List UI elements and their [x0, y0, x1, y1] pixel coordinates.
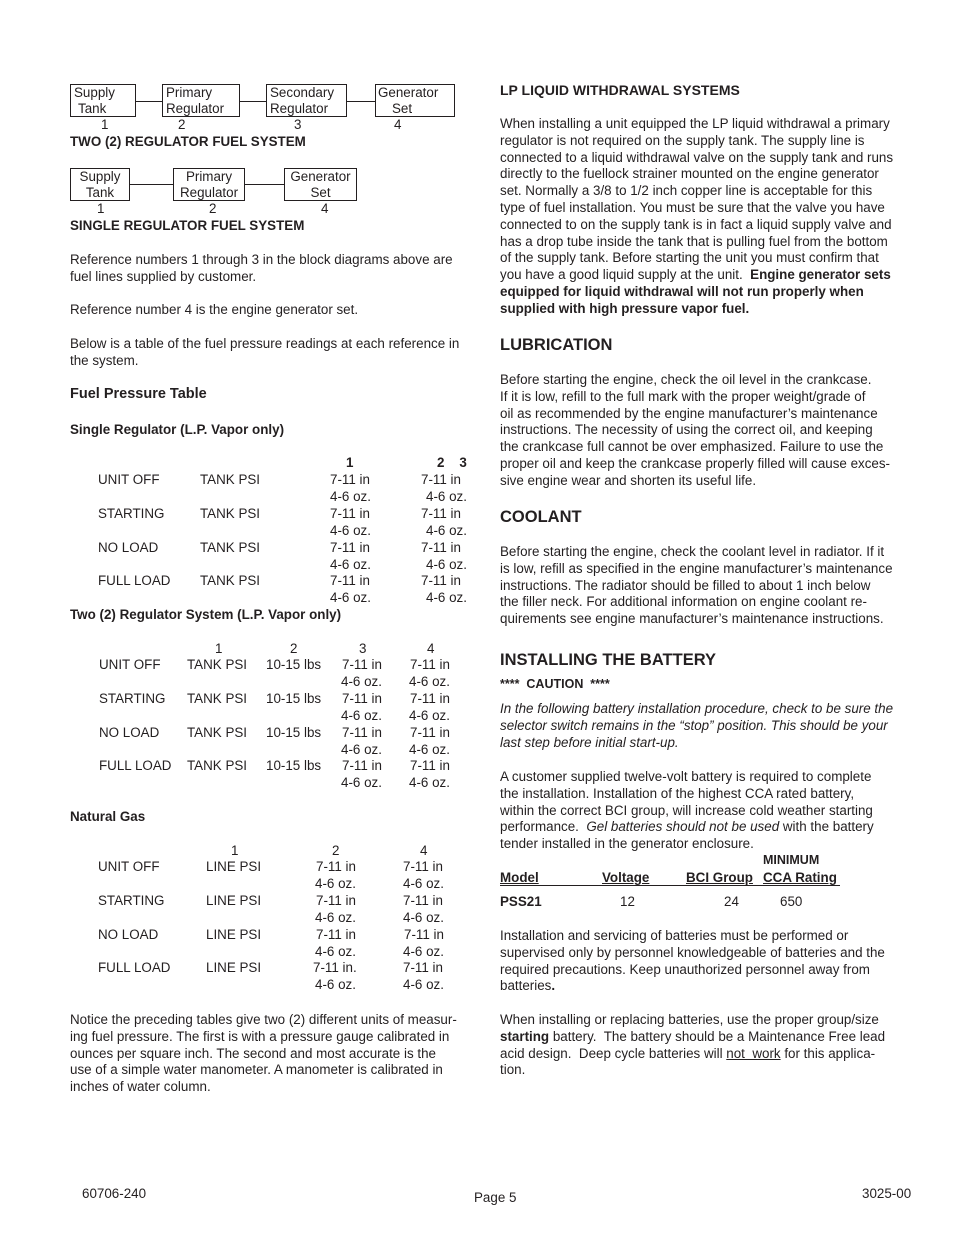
box-label: Regulator: [166, 101, 225, 116]
cell: 4-6 oz.: [315, 910, 356, 925]
box-label: Tank: [85, 185, 115, 200]
cell: 7-11 in: [410, 725, 450, 740]
cell: 4-6 oz.: [330, 489, 371, 504]
cell: 4-6 oz.: [315, 944, 356, 959]
warning-text: equipped for liquid withdrawal will not run properly when: [500, 283, 864, 299]
row-source: LINE PSI: [206, 927, 262, 942]
text-line: connected to a liquid withdrawal valve on the supply tank and runs: [500, 149, 894, 165]
row-label: STARTING: [98, 506, 165, 521]
gel-warning: Gel batteries should not be used: [586, 819, 780, 835]
cell: 7-11 in: [330, 573, 370, 588]
cell: 7-11 in: [330, 540, 370, 555]
box-label: Primary: [185, 169, 233, 184]
text-line: instructions. The radiator should be filled to about 1 inch below: [500, 577, 871, 593]
diagram-caption: SINGLE REGULATOR FUEL SYSTEM: [70, 218, 305, 233]
cell: 7-11 in: [342, 758, 382, 773]
text-line: set. Normally a 3/8 to 1/2 inch copper line is acceptable for this: [500, 183, 873, 199]
col-header: 4: [427, 641, 435, 656]
cell: 7-11 in: [404, 927, 444, 942]
cell: 7-11 in: [410, 657, 450, 672]
header-minimum: MINIMUM: [763, 853, 820, 867]
text-line: Reference numbers 1 through 3 in the block diagrams above are: [70, 252, 453, 267]
col-header: 1: [215, 641, 223, 656]
text-line: oil as recommended by the engine manufacturer’s maintenance: [500, 405, 878, 421]
box-label: Tank: [78, 101, 107, 116]
header-cca-rating: CCA Rating: [763, 870, 837, 885]
box-label: Primary: [166, 85, 213, 100]
coolant-title: COOLANT: [500, 508, 582, 526]
box-label: Generator: [378, 85, 439, 100]
text-line: If it is low, refill to the full mark with the proper weight/grade of: [500, 388, 866, 404]
box-label: Set: [392, 101, 413, 116]
col-header: 2: [332, 843, 340, 858]
text-line: [500, 267, 893, 284]
box-label: Supply: [74, 85, 115, 100]
footer-doc-code: 3025-00: [862, 1186, 912, 1201]
text-line: [500, 1029, 885, 1046]
row-source: TANK PSI: [187, 691, 248, 706]
cell: 4-6 oz.: [341, 708, 382, 723]
ref-number: 2: [209, 201, 217, 216]
box-label: Supply: [79, 169, 121, 184]
row-label: UNIT OFF: [99, 657, 161, 672]
text-line: tender installed in the generator enclosure.: [500, 836, 754, 852]
box-label: Secondary: [270, 85, 335, 100]
text-line: When installing a unit equipped the LP liquid withdrawal a primary: [500, 116, 890, 131]
row-source: TANK PSI: [187, 758, 248, 773]
two-regulator-title: Two (2) Regulator System (L.P. Vapor only): [70, 607, 342, 622]
lp-liquid-paragraph: [500, 116, 893, 318]
text-line: directly to the fuellock strainer mounted on the engine generator: [500, 166, 879, 182]
row-label: NO LOAD: [98, 927, 159, 942]
servicing-paragraph: [500, 928, 885, 995]
text-line: A customer supplied twelve-volt battery is required to complete: [500, 769, 872, 784]
text-line: When installing or replacing batteries, use the proper group/size: [500, 1012, 879, 1027]
cell-voltage: 12: [620, 894, 635, 909]
text-line: ounces per square inch. The second and most accurate is the: [70, 1045, 436, 1061]
cell: 4-6 oz.: [315, 977, 356, 992]
col-header: 2 3: [437, 455, 467, 470]
row-source: LINE PSI: [206, 960, 262, 975]
col-header: 1: [346, 455, 354, 470]
col-header: 4: [420, 843, 428, 858]
cell: 7-11 in: [342, 657, 382, 672]
row-source: LINE PSI: [206, 859, 262, 874]
row-label: FULL LOAD: [98, 960, 171, 975]
fuel-line: [130, 184, 173, 185]
cell: 7-11 in: [403, 893, 443, 908]
fuel-line: [240, 101, 266, 102]
row-label: STARTING: [99, 691, 166, 706]
reference-4-paragraph: Reference number 4 is the engine generator set.: [70, 302, 359, 317]
cell: 4-6 oz.: [426, 557, 467, 572]
text-line: sive engine wear and shorten its useful life.: [500, 472, 757, 488]
ref-number: 1: [97, 201, 105, 216]
row-label: STARTING: [98, 893, 165, 908]
cell: 7-11 in: [403, 960, 443, 975]
fuel-line: [245, 184, 284, 185]
ref-number: 4: [394, 117, 402, 132]
text-line: Below is a table of the fuel pressure readings at each reference in: [70, 336, 460, 351]
text-line: Notice the preceding tables give two (2) different units of measur-: [70, 1012, 457, 1027]
cell: 4-6 oz.: [341, 775, 382, 790]
cell: 7-11 in: [421, 506, 461, 521]
text-line: ing fuel pressure. The first is with a pressure gauge calibrated in: [70, 1028, 450, 1044]
cell: 7-11 in: [330, 506, 370, 521]
header-underline: [500, 885, 840, 886]
cell: 10-15 lbs: [266, 657, 322, 672]
fuel-pressure-table-title: Fuel Pressure Table: [70, 386, 207, 402]
col-header: 3: [359, 641, 367, 656]
cell: 4-6 oz.: [341, 674, 382, 689]
coolant-paragraph: [500, 544, 893, 628]
text-line: Before starting the engine, check the coolant level in radiator. If it: [500, 544, 885, 559]
caution-paragraph: [500, 701, 893, 751]
text-line: the crankcase full cannot be over emphasized. Failure to use the: [500, 439, 884, 455]
cell: 4-6 oz.: [409, 775, 450, 790]
cell: 7-11 in.: [313, 960, 357, 975]
text-line: instructions. The necessity of using the correct oil, and keeping: [500, 422, 873, 438]
cell: 4-6 oz.: [403, 944, 444, 959]
text-line: selector switch remains in the “stop” position. This should be your: [500, 717, 888, 733]
header-voltage: Voltage: [602, 870, 650, 885]
diagram-box-generator-set: [284, 168, 357, 201]
cell: 4-6 oz.: [315, 876, 356, 891]
text-line: In the following battery installation procedure, check to be sure the: [500, 701, 894, 716]
col-header: 2: [290, 641, 298, 656]
reference-paragraph: [70, 252, 453, 286]
cell: 7-11 in: [342, 691, 382, 706]
lubrication-paragraph: [500, 372, 890, 490]
box-label: Regulator: [270, 101, 329, 116]
cell: 4-6 oz.: [426, 489, 467, 504]
text-line: [500, 978, 885, 995]
ref-number: 1: [101, 117, 109, 132]
text-line: connected to on the supply tank is in fact a liquid supply valve and: [500, 216, 892, 232]
warning-text: supplied with high pressure vapor fuel.: [500, 300, 750, 316]
cell: 4-6 oz.: [403, 876, 444, 891]
cell: 7-11 in: [410, 691, 450, 706]
single-regulator-title: Single Regulator (L.P. Vapor only): [70, 422, 285, 437]
text-line: required precautions. Keep unauthorized personnel away from: [500, 961, 870, 977]
text-line: Before starting the engine, check the oil level in the crankcase.: [500, 372, 872, 387]
cell: 7-11 in: [421, 573, 461, 588]
cell: 10-15 lbs: [266, 691, 322, 706]
footer-part-number: 60706-240: [82, 1186, 147, 1201]
text-span: batteries: [500, 978, 552, 994]
fuel-line: [347, 101, 375, 102]
cell: 4-6 oz.: [403, 977, 444, 992]
cell: 4-6 oz.: [409, 742, 450, 757]
replacing-paragraph: [500, 1012, 885, 1079]
cell-model: PSS21: [500, 894, 542, 909]
cell: 7-11 in: [342, 725, 382, 740]
cell: 7-11 in: [403, 859, 443, 874]
row-source: TANK PSI: [200, 573, 261, 588]
row-source: LINE PSI: [206, 893, 262, 908]
cell: 7-11 in: [316, 927, 356, 942]
text-line: [500, 1046, 885, 1063]
text-span: with the battery: [779, 819, 874, 835]
text-span: for this applica-: [780, 1045, 876, 1061]
lp-liquid-title: LP LIQUID WITHDRAWAL SYSTEMS: [500, 82, 740, 98]
caution-label: **** CAUTION ****: [500, 677, 610, 691]
battery-title: INSTALLING THE BATTERY: [500, 651, 717, 669]
text-line: within the correct BCI group, will increase cold weather starting: [500, 802, 873, 818]
row-source: TANK PSI: [200, 472, 261, 487]
emphasis-not-work: not work: [726, 1045, 781, 1061]
diagram-box-secondary-regulator: [266, 84, 347, 117]
text-line: supervised only by personnel knowledgeable of batteries and the: [500, 944, 885, 960]
below-paragraph: [70, 336, 459, 370]
lubrication-title: LUBRICATION: [500, 336, 613, 354]
cell: 10-15 lbs: [266, 725, 322, 740]
cell: 7-11 in: [316, 859, 356, 874]
box-label: Generator: [290, 169, 351, 184]
text-line: type of fuel installation. You must be sure that the valve you have: [500, 199, 885, 215]
cell: 7-11 in: [410, 758, 450, 773]
header-bci-group: BCI Group: [686, 870, 753, 885]
text-line: Installation and servicing of batteries must be performed or: [500, 928, 849, 943]
text-line: of the supply tank. Before starting the unit you must confirm that: [500, 250, 879, 266]
cell: 4-6 oz.: [330, 523, 371, 538]
text-line: has a drop tube inside the tank that is pulling fuel from the bottom: [500, 233, 888, 249]
cell: 7-11 in: [421, 472, 461, 487]
cell: 10-15 lbs: [266, 758, 322, 773]
battery-paragraph: [500, 769, 874, 853]
row-source: TANK PSI: [200, 540, 261, 555]
text-line: proper oil and keep the crankcase properly filled will cause exces-: [500, 455, 891, 471]
ref-number: 4: [321, 201, 329, 216]
diagram-box-primary-regulator: [162, 84, 240, 117]
cell: 4-6 oz.: [409, 674, 450, 689]
cell: 4-6 oz.: [409, 708, 450, 723]
cell: 7-11 in: [316, 893, 356, 908]
text-span: performance.: [500, 819, 587, 835]
cell: 4-6 oz.: [403, 910, 444, 925]
text-line: is low, refill as specified in the engine manufacturer’s maintenance: [500, 560, 893, 576]
text-line: the system.: [70, 352, 139, 368]
box-label: Regulator: [179, 185, 239, 200]
row-label: NO LOAD: [99, 725, 160, 740]
row-label: NO LOAD: [98, 540, 159, 555]
cell: 4-6 oz.: [341, 742, 382, 757]
emphasis-starting: starting: [500, 1028, 550, 1044]
cell: 4-6 oz.: [330, 590, 371, 605]
cell-bci-group: 24: [724, 894, 739, 909]
cell-cca-rating: 650: [780, 894, 803, 909]
cell: 4-6 oz.: [426, 523, 467, 538]
text-line: fuel lines supplied by customer.: [70, 268, 257, 284]
text-line: use of a simple water manometer. A manometer is calibrated in: [70, 1062, 443, 1078]
cell: 4-6 oz.: [426, 590, 467, 605]
row-label: UNIT OFF: [98, 859, 160, 874]
text-line: the installation. Installation of the highest CCA rated battery,: [500, 785, 855, 801]
footer-page-number: Page 5: [474, 1190, 517, 1205]
row-label: UNIT OFF: [98, 472, 160, 487]
text-line: regulator is not required on the supply tank. The supply line is: [500, 132, 865, 148]
text-line: the filler neck. For additional information on engine coolant re-: [500, 594, 867, 610]
cell: 7-11 in: [421, 540, 461, 555]
fuel-line: [136, 101, 162, 102]
diagram-box-supply-tank: [70, 84, 136, 117]
text-line: quirements see engine manufacturer’s maintenance instructions.: [500, 611, 884, 627]
row-source: TANK PSI: [200, 506, 261, 521]
text-line: inches of water column.: [70, 1079, 211, 1095]
text-line: [500, 819, 874, 836]
text-line: last step before initial start-up.: [500, 734, 679, 750]
row-source: TANK PSI: [187, 725, 248, 740]
diagram-caption: TWO (2) REGULATOR FUEL SYSTEM: [70, 134, 306, 149]
text-line: tion.: [500, 1062, 526, 1078]
diagram-box-generator-set: [375, 84, 455, 117]
natural-gas-title: Natural Gas: [70, 809, 146, 824]
text-span: battery. The battery should be a Maintenance Free lead: [549, 1028, 886, 1044]
text-span: .: [551, 978, 556, 994]
box-label: Set: [310, 185, 331, 200]
cell: 4-6 oz.: [330, 557, 371, 572]
cell: 7-11 in: [330, 472, 370, 487]
diagram-box-primary-regulator: [173, 168, 245, 201]
text-span: you have a good liquid supply at the unit.: [500, 267, 751, 283]
row-label: FULL LOAD: [98, 573, 171, 588]
col-header: 1: [231, 843, 239, 858]
notice-paragraph: [70, 1012, 457, 1096]
warning-text: Engine generator sets: [750, 267, 891, 283]
header-model: Model: [500, 870, 539, 885]
row-label: FULL LOAD: [99, 758, 172, 773]
ref-number: 3: [294, 117, 302, 132]
text-span: acid design. Deep cycle batteries will: [500, 1045, 727, 1061]
row-source: TANK PSI: [187, 657, 248, 672]
ref-number: 2: [178, 117, 186, 132]
diagram-box-supply-tank: [70, 168, 130, 201]
